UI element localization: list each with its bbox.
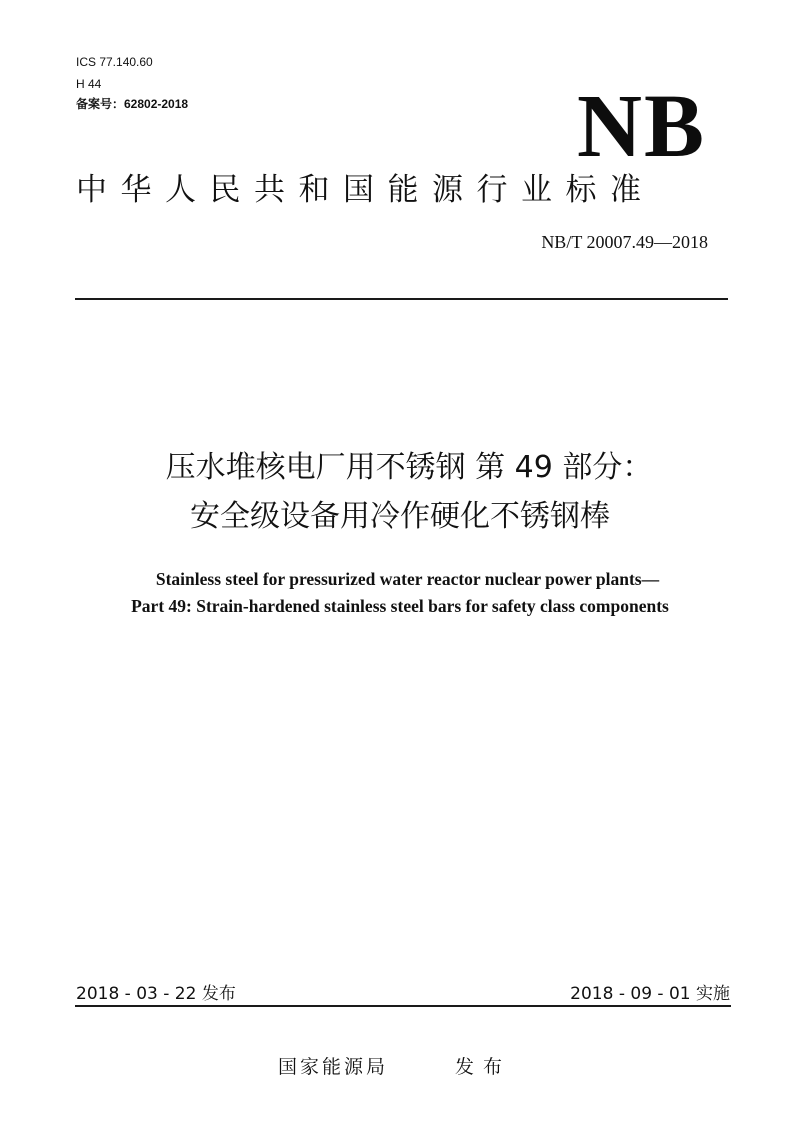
record-number: 备案号：62802-2018 bbox=[76, 97, 189, 111]
implementation-date: 2018 - 09 - 01 实施 bbox=[570, 984, 730, 1004]
standard-number: NB/T 20007.49—2018 bbox=[541, 232, 708, 252]
nb-logo: NB bbox=[576, 77, 706, 176]
english-title-line2: Part 49: Strain-hardened stainless steel bars for safety class components bbox=[131, 596, 669, 616]
issued-label: 发布 bbox=[455, 1056, 512, 1078]
standard-title: 中华人民共和国能源行业标准 bbox=[76, 172, 655, 208]
issuing-authority: 国家能源局 bbox=[278, 1056, 389, 1078]
chinese-title-line1: 压水堆核电厂用不锈钢 第 49 部分： bbox=[165, 450, 653, 485]
english-title-line1: Stainless steel for pressurized water reactor nuclear power plants— bbox=[155, 569, 660, 589]
chinese-title-line2: 安全级设备用冷作硬化不锈钢棒 bbox=[190, 499, 610, 534]
bottom-divider bbox=[75, 1005, 731, 1007]
classification-code: H 44 bbox=[76, 77, 102, 91]
top-divider bbox=[75, 298, 728, 300]
issue-date: 2018 - 03 - 22 发布 bbox=[76, 984, 236, 1004]
ics-code: ICS 77.140.60 bbox=[76, 55, 153, 69]
